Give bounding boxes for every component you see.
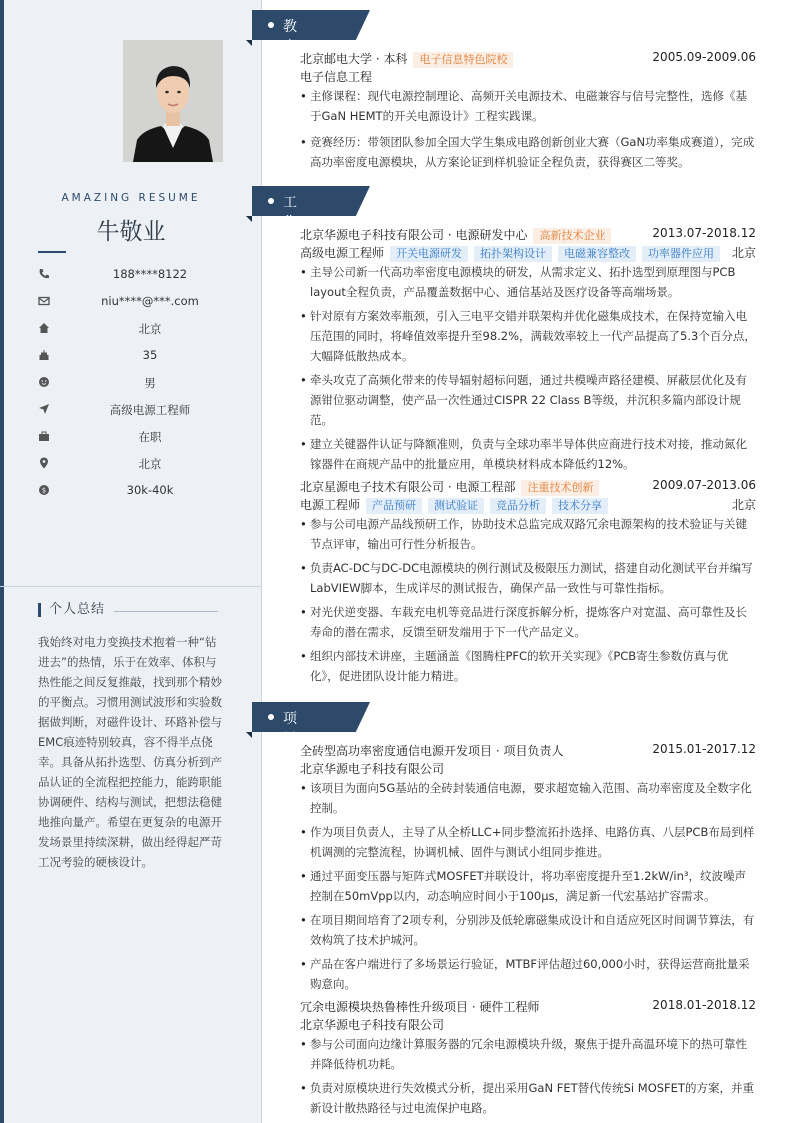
edu-major: 电子信息工程 bbox=[300, 70, 373, 84]
edu-date: 2005.09-2009.06 bbox=[652, 50, 756, 64]
work-bullet: • 建立关键器件认证与降额准则，负责与全球功率半导体供应商进行技术对接，推动氮化镓器件在商规产品中的批量应用，单模块材料成本降低约12%。 bbox=[300, 434, 756, 474]
age-text: 35 bbox=[142, 348, 158, 362]
work-date: 2013.07-2018.12 bbox=[652, 226, 756, 240]
skill-tag: 竞品分析 bbox=[490, 498, 546, 514]
work-1-bullets bbox=[300, 514, 756, 686]
section-dot bbox=[268, 22, 274, 28]
work-bullet: • 负责AC-DC与DC-DC电源模块的例行测试及极限压力测试，搭建自动化测试平台并编写LabVIEW脚本，生成详尽的测试报告，确保产品一致性与可靠性指标。 bbox=[300, 558, 756, 598]
summary-title-line bbox=[114, 611, 218, 612]
work-bullet: • 主导公司新一代高功率密度电源模块的研发，从需求定义、拓扑选型到原理图与PCB layout全程负责，产品覆盖数据中心、通信基站及医疗设备等高端场景。 bbox=[300, 262, 756, 302]
salary-text: 30k-40k bbox=[126, 483, 174, 497]
section-title: 项目经历 bbox=[283, 711, 298, 787]
skill-tag: 技术分享 bbox=[552, 498, 608, 514]
proj-0-bullets bbox=[300, 778, 756, 994]
proj-0-header bbox=[300, 742, 756, 760]
proj-bullet: • 在项目期间培育了2项专利，分别涉及低轮廓磁集成设计和自适应死区时间调节算法，有效构筑了技术护城河。 bbox=[300, 910, 756, 950]
info-status bbox=[38, 427, 238, 447]
edu-tag: 电子信息特色院校 bbox=[413, 52, 513, 68]
proj-bullet: • 该项目为面向5G基站的全砖封装通信电源，要求超宽输入范围、高功率密度及全数字化控制。 bbox=[300, 778, 756, 818]
work-1-header bbox=[300, 478, 756, 496]
info-age bbox=[38, 346, 238, 366]
work-company: 北京星源电子技术有限公司 · 电源工程部 bbox=[300, 480, 516, 494]
candidate-name: 牛敬业 bbox=[96, 219, 166, 245]
skill-tag: 功率器件应用 bbox=[642, 246, 720, 262]
proj-bullet: • 产品在客户端进行了多场景运行验证，MTBF评估超过60,000小时，获得运营商批量采购意向。 bbox=[300, 954, 756, 994]
info-phone bbox=[38, 265, 238, 285]
work-1-sub bbox=[300, 496, 756, 514]
status-text: 在职 bbox=[138, 430, 162, 444]
proj-bullet: • 通过平面变压器与矩阵式MOSFET并联设计，将功率密度提升至1.2kW/in³，纹波噪声控制在50mVpp以内，动态响应时间小于100μs，满足新一代宏基站扩容需求。 bbox=[300, 866, 756, 906]
skill-tag: 产品预研 bbox=[366, 498, 422, 514]
work-company: 北京华源电子科技有限公司 · 电源研发中心 bbox=[300, 228, 528, 242]
work-location: 北京 bbox=[731, 498, 756, 512]
work-location: 北京 bbox=[731, 246, 756, 260]
work-bullet: • 组织内部技术讲座，主题涵盖《图腾柱PFC的软开关实现》《PCB寄生参数仿真与优化》，促进团队设计能力精进。 bbox=[300, 646, 756, 686]
section-dot bbox=[268, 198, 274, 204]
work-date: 2009.07-2013.06 bbox=[652, 478, 756, 492]
location-icon bbox=[38, 457, 50, 469]
ribbon-fold bbox=[246, 40, 252, 46]
work-tag: 高新技术企业 bbox=[533, 228, 611, 244]
work-bullet: • 对光伏逆变器、车载充电机等竞品进行深度拆解分析，提炼客户对宽温、高可靠性及长寿命的潜在需求，反馈至研发端用于下一代产品定义。 bbox=[300, 602, 756, 642]
skill-tag: 电磁兼容整改 bbox=[558, 246, 636, 262]
ribbon-fold bbox=[246, 732, 252, 738]
work-0-header bbox=[300, 226, 756, 244]
edu-school: 北京邮电大学 · 本科 bbox=[300, 52, 408, 66]
edu-bullets bbox=[300, 86, 756, 172]
work-0-bullets bbox=[300, 262, 756, 474]
work-title: 高级电源工程师 bbox=[300, 246, 385, 260]
phone-text: 188****8122 bbox=[112, 267, 188, 281]
mail-icon bbox=[38, 295, 50, 307]
ribbon-fold bbox=[246, 216, 252, 222]
work-title: 电源工程师 bbox=[300, 498, 361, 512]
edu-bullet: • 主修课程：现代电源控制理论、高频开关电源技术、电磁兼容与信号完整性，选修《基于GaN HEMT的开关电源设计》工程实践课。 bbox=[300, 86, 756, 126]
work-bullet: • 针对原有方案效率瓶颈，引入三电平交错并联架构并优化磁集成技术，在保持宽输入电压范围的同时，将峰值效率提升至98.2%，满载效率较上一代产品提高了5.3个百分点，大幅降低散热成本。 bbox=[300, 306, 756, 366]
proj-bullet: • 参与公司面向边缘计算服务器的冗余电源模块升级，聚焦于提升高温环境下的热可靠性并降低待机功耗。 bbox=[300, 1034, 756, 1074]
proj-1-bullets bbox=[300, 1034, 756, 1118]
info-position bbox=[38, 400, 238, 420]
section-title: 教育经历 bbox=[283, 19, 298, 95]
work-bullet: • 牵头攻克了高频化带来的传导辐射超标问题，通过共模噪声路径建模、屏蔽层优化及有源钳位驱动调整，使产品一次性通过CISPR 22 Class B等级，并沉积多篇内部设计规范。 bbox=[300, 370, 756, 430]
money-icon bbox=[38, 484, 50, 496]
send-icon bbox=[38, 403, 50, 415]
section-dot bbox=[268, 714, 274, 720]
portrait-image bbox=[123, 40, 223, 162]
proj-bullet: • 作为项目负责人，主导了从全桥LLC+同步整流拓扑选择、电路仿真、八层PCB布局到样机调测的完整流程，协调机械、固件与测试小组同步推进。 bbox=[300, 822, 756, 862]
work-bullet: • 参与公司电源产品线预研工作，协助技术总监完成双路冗余电源架构的技术验证与关键节点评审，输出可行性分析报告。 bbox=[300, 514, 756, 554]
email-text: niu****@***.com bbox=[101, 294, 199, 308]
briefcase-icon bbox=[38, 430, 50, 442]
edu-bullet: • 竞赛经历：带领团队参加全国大学生集成电路创新创业大赛（GaN功率集成赛道），完成高功率密度电源模块，从方案论证到样机验证全程负责，获得赛区二等奖。 bbox=[300, 132, 756, 172]
summary-text: 我始终对电力变换技术抱着一种“钻进去”的热情，乐于在效率、体积与热性能之间反复推敲，找到那个精妙的平衡点。习惯用测试波形和实验数据做判断，对磁件设计、环路补偿与EMC痕迹特别较真，容不得半点侥幸。具备从拓扑选型、仿真分析到产品认证的全流程把控能力，能跨职能协调硬件、结构与测试，把想法稳健地推向量产。希望在更复杂的电源开发场景里持续深耕，做出经得起严苛工况考验的硬核设计。 bbox=[38, 635, 222, 869]
sidebar-divider bbox=[0, 586, 262, 587]
proj-company: 北京华源电子科技有限公司 bbox=[300, 1018, 445, 1032]
cake-icon bbox=[38, 349, 50, 361]
left-sidebar bbox=[0, 0, 262, 1123]
gender-text: 男 bbox=[144, 376, 156, 390]
skill-tag: 测试验证 bbox=[428, 498, 484, 514]
left-accent-bar bbox=[0, 0, 4, 1123]
resume-tagline: AMAZING RESUME bbox=[61, 192, 201, 204]
proj-bullet: • 负责对原模块进行失效模式分析，提出采用GaN FET替代传统Si MOSFET的方案，并重新设计散热路径与过电流保护电路。 bbox=[300, 1078, 756, 1118]
proj-date: 2018.01-2018.12 bbox=[652, 998, 756, 1012]
info-salary bbox=[38, 481, 238, 501]
summary-title: 个人总结 bbox=[38, 603, 105, 617]
location-text: 北京 bbox=[138, 457, 162, 471]
face-icon bbox=[38, 376, 50, 388]
proj-1-header bbox=[300, 998, 756, 1016]
name-underline bbox=[38, 251, 66, 253]
work-tag: 注重技术创新 bbox=[521, 480, 599, 496]
proj-company: 北京华源电子科技有限公司 bbox=[300, 762, 445, 776]
section-title: 工作经历 bbox=[283, 195, 298, 271]
skill-tag: 拓扑架构设计 bbox=[474, 246, 552, 262]
info-gender bbox=[38, 373, 238, 393]
svg-text:$: $ bbox=[41, 486, 47, 495]
work-0-sub bbox=[300, 244, 756, 262]
phone-icon bbox=[38, 268, 50, 280]
position-text: 高级电源工程师 bbox=[109, 403, 191, 417]
info-location bbox=[38, 454, 238, 474]
home-icon bbox=[38, 322, 50, 334]
edu-header bbox=[300, 50, 756, 68]
skill-tag: 开关电源研发 bbox=[390, 246, 468, 262]
proj-date: 2015.01-2017.12 bbox=[652, 742, 756, 756]
proj-name: 全砖型高功率密度通信电源开发项目 · 项目负责人 bbox=[300, 744, 564, 758]
info-email bbox=[38, 292, 238, 312]
info-home bbox=[38, 319, 238, 339]
proj-name: 冗余电源模块热鲁棒性升级项目 · 硬件工程师 bbox=[300, 1000, 540, 1014]
profile-photo bbox=[123, 40, 223, 162]
home-text: 北京 bbox=[138, 322, 162, 336]
